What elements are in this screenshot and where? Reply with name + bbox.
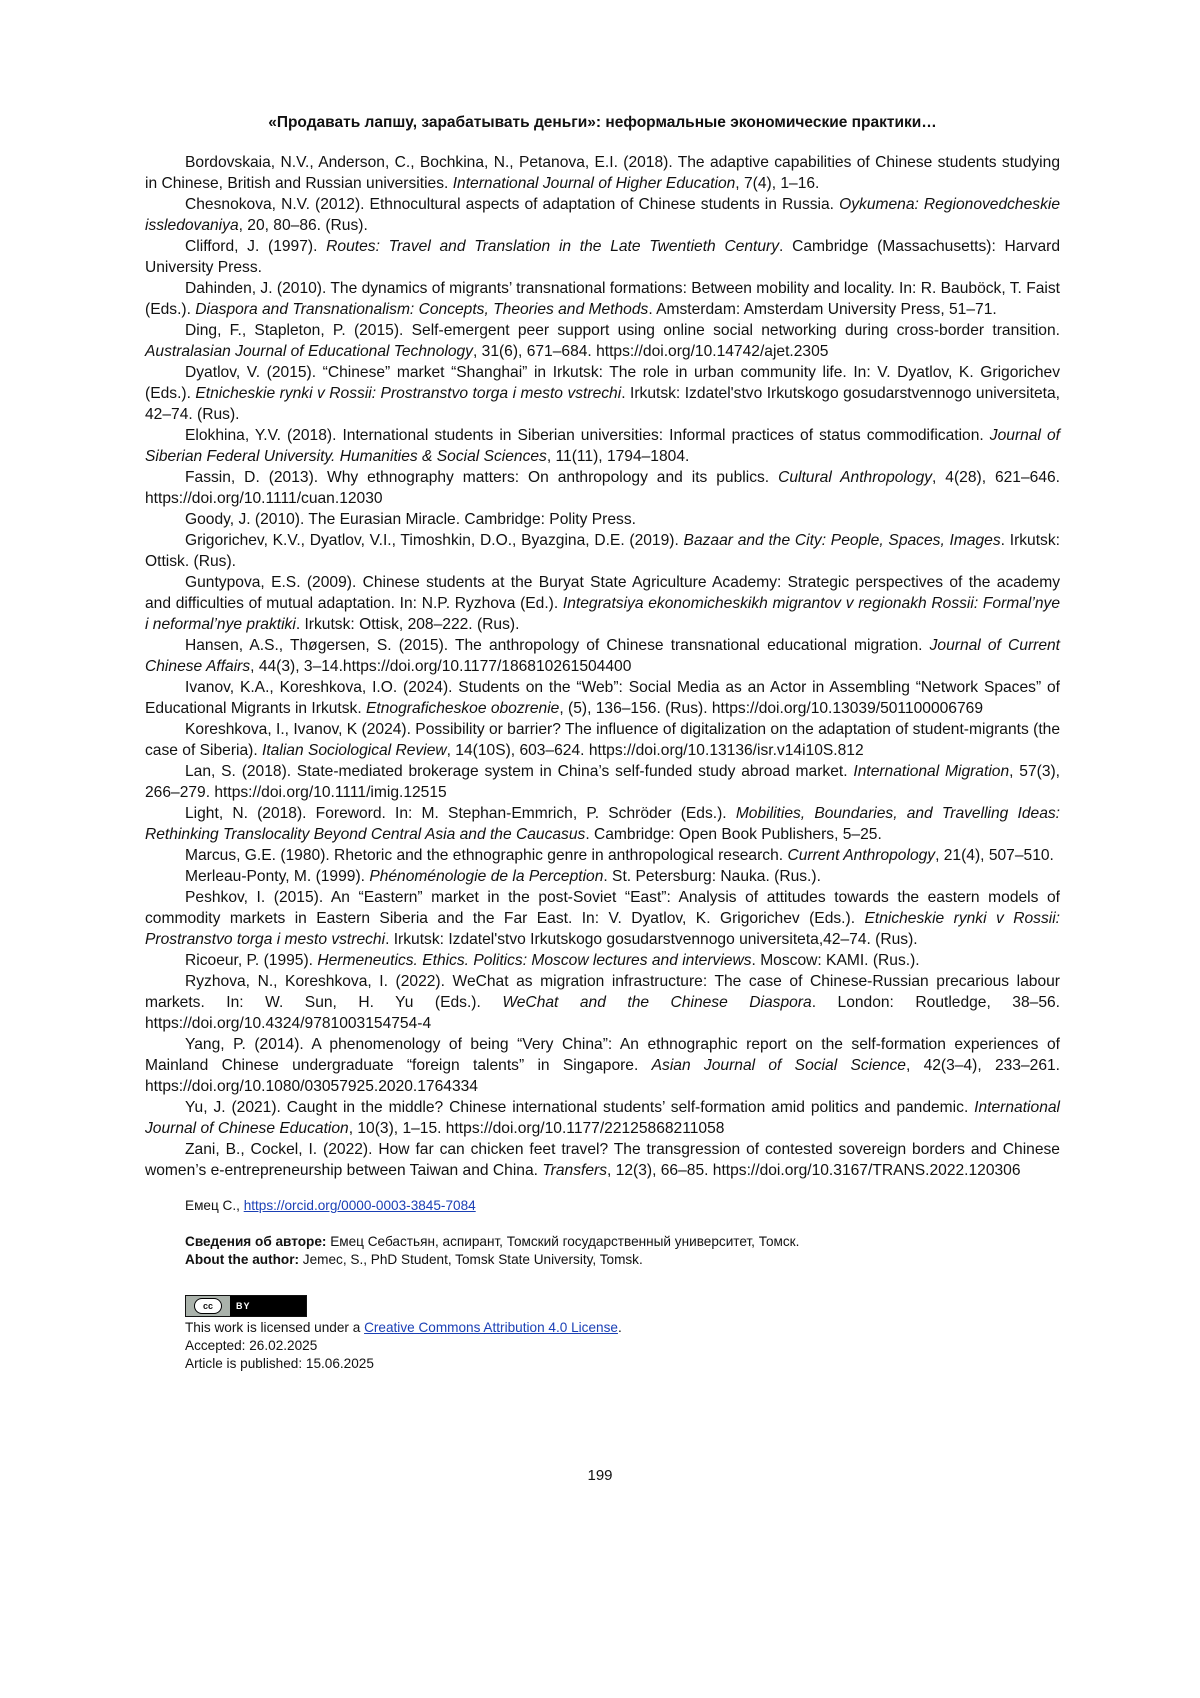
license-block [185,1295,1060,1373]
cc-by-badge[interactable] [185,1295,307,1317]
reference-text: Hansen, A.S., Thøgersen, S. (2015). The anthropology of Chinese transnational educational migration. [185,637,930,654]
reference-italic-title: Routes: Travel and Translation in the Late Twentieth Century [326,238,780,255]
reference-text: Ding, F., Stapleton, P. (2015). Self-emergent peer support using online social networking during cross-border transition. [185,322,1060,339]
author-info-ru-label: Сведения об авторе: [185,1234,327,1249]
reference-text: . Irkutsk: Ottisk. (Rus). [145,532,1060,570]
author-info-en-text: Jemec, S., PhD Student, Tomsk State University, Tomsk. [299,1252,643,1267]
author-info-ru-text: Емец Себастьян, аспирант, Томский государственный университет, Томск. [326,1234,800,1249]
reference-text: , 20, 80–86. (Rus). [238,217,368,234]
reference-text: . Irkutsk: Ottisk, 208–222. (Rus). [295,616,520,633]
reference-italic-title: Etnicheskie rynki v Rossii: Prostranstvo torga i mesto vstrechi [195,385,622,402]
reference-entry [145,845,1060,866]
reference-text: . Cambridge: Open Book Publishers, 5–25. [585,826,882,843]
reference-italic-title: Journal of Siberian Federal University. Humanities & Social Sciences [145,427,1060,465]
reference-italic-title: Diaspora and Transnationalism: Concepts, Theories and Methods [195,301,649,318]
author-info-ru [185,1233,1060,1251]
license-prefix: This work is licensed under a [185,1320,365,1335]
reference-entry [145,362,1060,425]
reference-entry [145,509,1060,530]
cc-circle-icon: cc [194,1298,222,1314]
reference-text: Ricoeur, P. (1995). [185,952,318,969]
reference-text: , 10(3), 1–15. https://doi.org/10.1177/22125868211058 [348,1120,725,1137]
reference-text: Grigorichev, K.V., Dyatlov, V.I., Timoshkin, D.O., Byazgina, D.E. (2019). [185,532,684,549]
author-info-en-label: About the author: [185,1252,300,1267]
reference-entry [145,236,1060,278]
reference-entry [145,530,1060,572]
reference-text: , 42(3–4), 233–261. https://doi.org/10.1080/03057925.2020.1764334 [145,1057,1060,1095]
reference-entry [145,572,1060,635]
reference-entry [145,194,1060,236]
reference-text: , 4(28), 621–646. https://doi.org/10.1111/cuan.12030 [145,469,1060,507]
reference-text: Elokhina, Y.V. (2018). International students in Siberian universities: Informal practices of status commodification. [185,427,990,444]
reference-entry [145,719,1060,761]
reference-entry [145,278,1060,320]
reference-text: , 57(3), 266–279. https://doi.org/10.1111/imig.12515 [145,763,1061,801]
reference-text: Ivanov, K.A., Koreshkova, I.O. (2024). Students on the “Web”: Social Media as an Actor in Assembling “Network Spaces” of Educational Migrants in Irkutsk. [145,679,1060,717]
reference-italic-title: Etnograficheskoe obozrenie [366,700,560,717]
reference-entry [145,866,1060,887]
reference-text: , 14(10S), 603–624. https://doi.org/10.13136/isr.v14i10S.812 [446,742,864,759]
reference-italic-title: Etnicheskie rynki v Rossii: Prostranstvo torga i mesto vstrechi [145,910,1060,948]
reference-text: . Moscow: KAMI. (Rus.). [751,952,920,969]
reference-entry [145,1139,1060,1181]
reference-text: , 44(3), 3–14.https://doi.org/10.1177/186810261504400 [250,658,632,675]
reference-text: , 7(4), 1–16. [735,175,820,192]
reference-text: Guntypova, E.S. (2009). Chinese students at the Buryat State Agriculture Academy: Strategic perspectives of the academy and difficulties of mutual adaptation. In: N.P. Ryzhova (Ed.). [145,574,1060,612]
reference-entry [145,971,1060,1034]
reference-text: Yu, J. (2021). Caught in the middle? Chinese international students’ self-formation amid politics and pandemic. [185,1099,975,1116]
orcid-line [185,1197,1060,1215]
by-label: BY [236,1301,251,1311]
reference-text: Fassin, D. (2013). Why ethnography matters: On anthropology and its publics. [185,469,779,486]
reference-italic-title: Asian Journal of Social Science [651,1057,906,1074]
orcid-name: Емец С., [185,1198,244,1213]
reference-italic-title: Journal of Current Chinese Affairs [145,637,1061,675]
reference-text: Chesnokova, N.V. (2012). Ethnocultural aspects of adaptation of Chinese students in Russia. [185,196,840,213]
reference-entry [145,677,1060,719]
reference-text: . London: Routledge, 38–56. https://doi.org/10.4324/9781003154754-4 [145,994,1060,1032]
reference-entry [145,425,1060,467]
reference-entry [145,950,1060,971]
reference-italic-title: Transfers [542,1162,608,1179]
reference-text: Merleau-Ponty, M. (1999). [185,868,370,885]
reference-entry [145,803,1060,845]
reference-text: . Irkutsk: Izdatel'stvo Irkutskogo gosudarstvennogo universiteta,42–74. (Rus). [385,931,918,948]
reference-text: Marcus, G.E. (1980). Rhetoric and the ethnographic genre in anthropological research. [185,847,788,864]
reference-italic-title: Mobilities, Boundaries, and Travelling Ideas: Rethinking Translocality Beyond Central Asia and the Caucasus [145,805,1060,843]
cc-icon [186,1296,230,1316]
reference-italic-title: Current Anthropology [787,847,936,864]
author-info [185,1233,1060,1269]
reference-text: Koreshkova, I., Ivanov, K (2024). Possibility or barrier? The influence of digitalization on the adaptation of student-migrants (the case of Siberia). [145,721,1060,759]
reference-italic-title: International Journal of Higher Education [452,175,736,192]
reference-italic-title: International Journal of Chinese Education [145,1099,1060,1137]
reference-text: , 11(11), 1794–1804. [546,448,690,465]
reference-italic-title: Bazaar and the City: People, Spaces, Images [683,532,1001,549]
reference-entry [145,467,1060,509]
reference-text: Bordovskaia, N.V., Anderson, C., Bochkina, N., Petanova, E.I. (2018). The adaptive capabilities of Chinese students studying in Chinese, British and Russian universities. [145,154,1060,192]
reference-italic-title: Phénoménologie de la Perception [369,868,604,885]
reference-text: Light, N. (2018). Foreword. In: M. Stephan-Emmrich, P. Schröder (Eds.). [185,805,736,822]
reference-text: Dyatlov, V. (2015). “Chinese” market “Shanghai” in Irkutsk: The role in urban community life. In: V. Dyatlov, K. Grigorichev (Eds.). [145,364,1060,402]
reference-text: Dahinden, J. (2010). The dynamics of migrants’ transnational formations: Between mobility and locality. In: R. Bauböck, T. Faist (Eds.). [145,280,1060,318]
reference-text: Yang, P. (2014). A phenomenology of being “Very China”: An ethnographic report on the self-formation experiences of Mainland Chinese undergraduate “foreign talents” in Singapore. [145,1036,1060,1074]
reference-italic-title: Italian Sociological Review [262,742,447,759]
reference-entry [145,1034,1060,1097]
reference-entry [145,761,1060,803]
accepted-date: Accepted: 26.02.2025 [185,1338,318,1353]
page-content [145,114,1060,1373]
reference-text: Clifford, J. (1997). [185,238,327,255]
reference-entry [145,320,1060,362]
reference-text: Goody, J. (2010). The Eurasian Miracle. Cambridge: Polity Press. [185,511,636,528]
published-date: Article is published: 15.06.2025 [185,1356,374,1371]
reference-entry [145,1097,1060,1139]
author-info-en [185,1251,1060,1269]
running-head: «Продавать лапшу, зарабатывать деньги»: неформальные экономические практики… [268,114,937,131]
reference-italic-title: Australasian Journal of Educational Technology [145,343,473,360]
reference-text: Zani, B., Cockel, I. (2022). How far can chicken feet travel? The transgression of contested sovereign borders and Chinese women’s e-entrepreneurship between Taiwan and China. [145,1141,1060,1179]
reference-entry [145,887,1060,950]
license-suffix: . [617,1320,622,1335]
license-link[interactable]: Creative Commons Attribution 4.0 License [364,1320,618,1335]
reference-entry [145,635,1060,677]
reference-italic-title: Integratsiya ekonomicheskikh migrantov v regionakh Rossii: Formal’nye i neformal’nye praktiki [145,595,1060,633]
reference-text: , (5), 136–156. (Rus). https://doi.org/10.13039/501100006769 [559,700,983,717]
reference-italic-title: Hermeneutics. Ethics. Politics: Moscow lectures and interviews [317,952,752,969]
reference-italic-title: WeChat and the Chinese Diaspora [502,994,812,1011]
reference-text: . Irkutsk: Izdatel'stvo Irkutskogo gosudarstvennogo universiteta, 42–74. (Rus). [145,385,1060,423]
reference-text: . Amsterdam: Amsterdam University Press, 51–71. [648,301,997,318]
reference-list [145,152,1060,1181]
reference-text: Lan, S. (2018). State-mediated brokerage system in China’s self-funded study abroad market. [185,763,854,780]
reference-text: , 12(3), 66–85. https://doi.org/10.3167/TRANS.2022.120306 [607,1162,1021,1179]
reference-italic-title: International Migration [853,763,1010,780]
orcid-link[interactable]: https://orcid.org/0000-0003-3845-7084 [243,1198,476,1213]
reference-text: . Cambridge (Massachusetts): Harvard University Press. [145,238,1060,276]
license-text [185,1319,1060,1337]
page-number: 199 [587,1467,613,1484]
reference-text: . St. Petersburg: Nauka. (Rus.). [603,868,821,885]
reference-text: Ryzhova, N., Koreshkova, I. (2022). WeChat as migration infrastructure: The case of Chinese-Russian precarious labour markets. In: W. Sun, H. Yu (Eds.). [145,973,1060,1011]
reference-text: Peshkov, I. (2015). An “Eastern” market in the post-Soviet “East”: Analysis of attitudes towards the eastern models of commodity markets in Eastern Siberia and the Far East. In: V. Dyatlov, K. Grigorichev (Eds.). [145,889,1060,927]
reference-italic-title: Cultural Anthropology [778,469,933,486]
reference-text: , 21(4), 507–510. [935,847,1054,864]
reference-italic-title: Oykumena: Regionovedcheskie issledovaniya [145,196,1061,234]
reference-text: , 31(6), 671–684. https://doi.org/10.14742/ajet.2305 [472,343,829,360]
reference-entry [145,152,1060,194]
